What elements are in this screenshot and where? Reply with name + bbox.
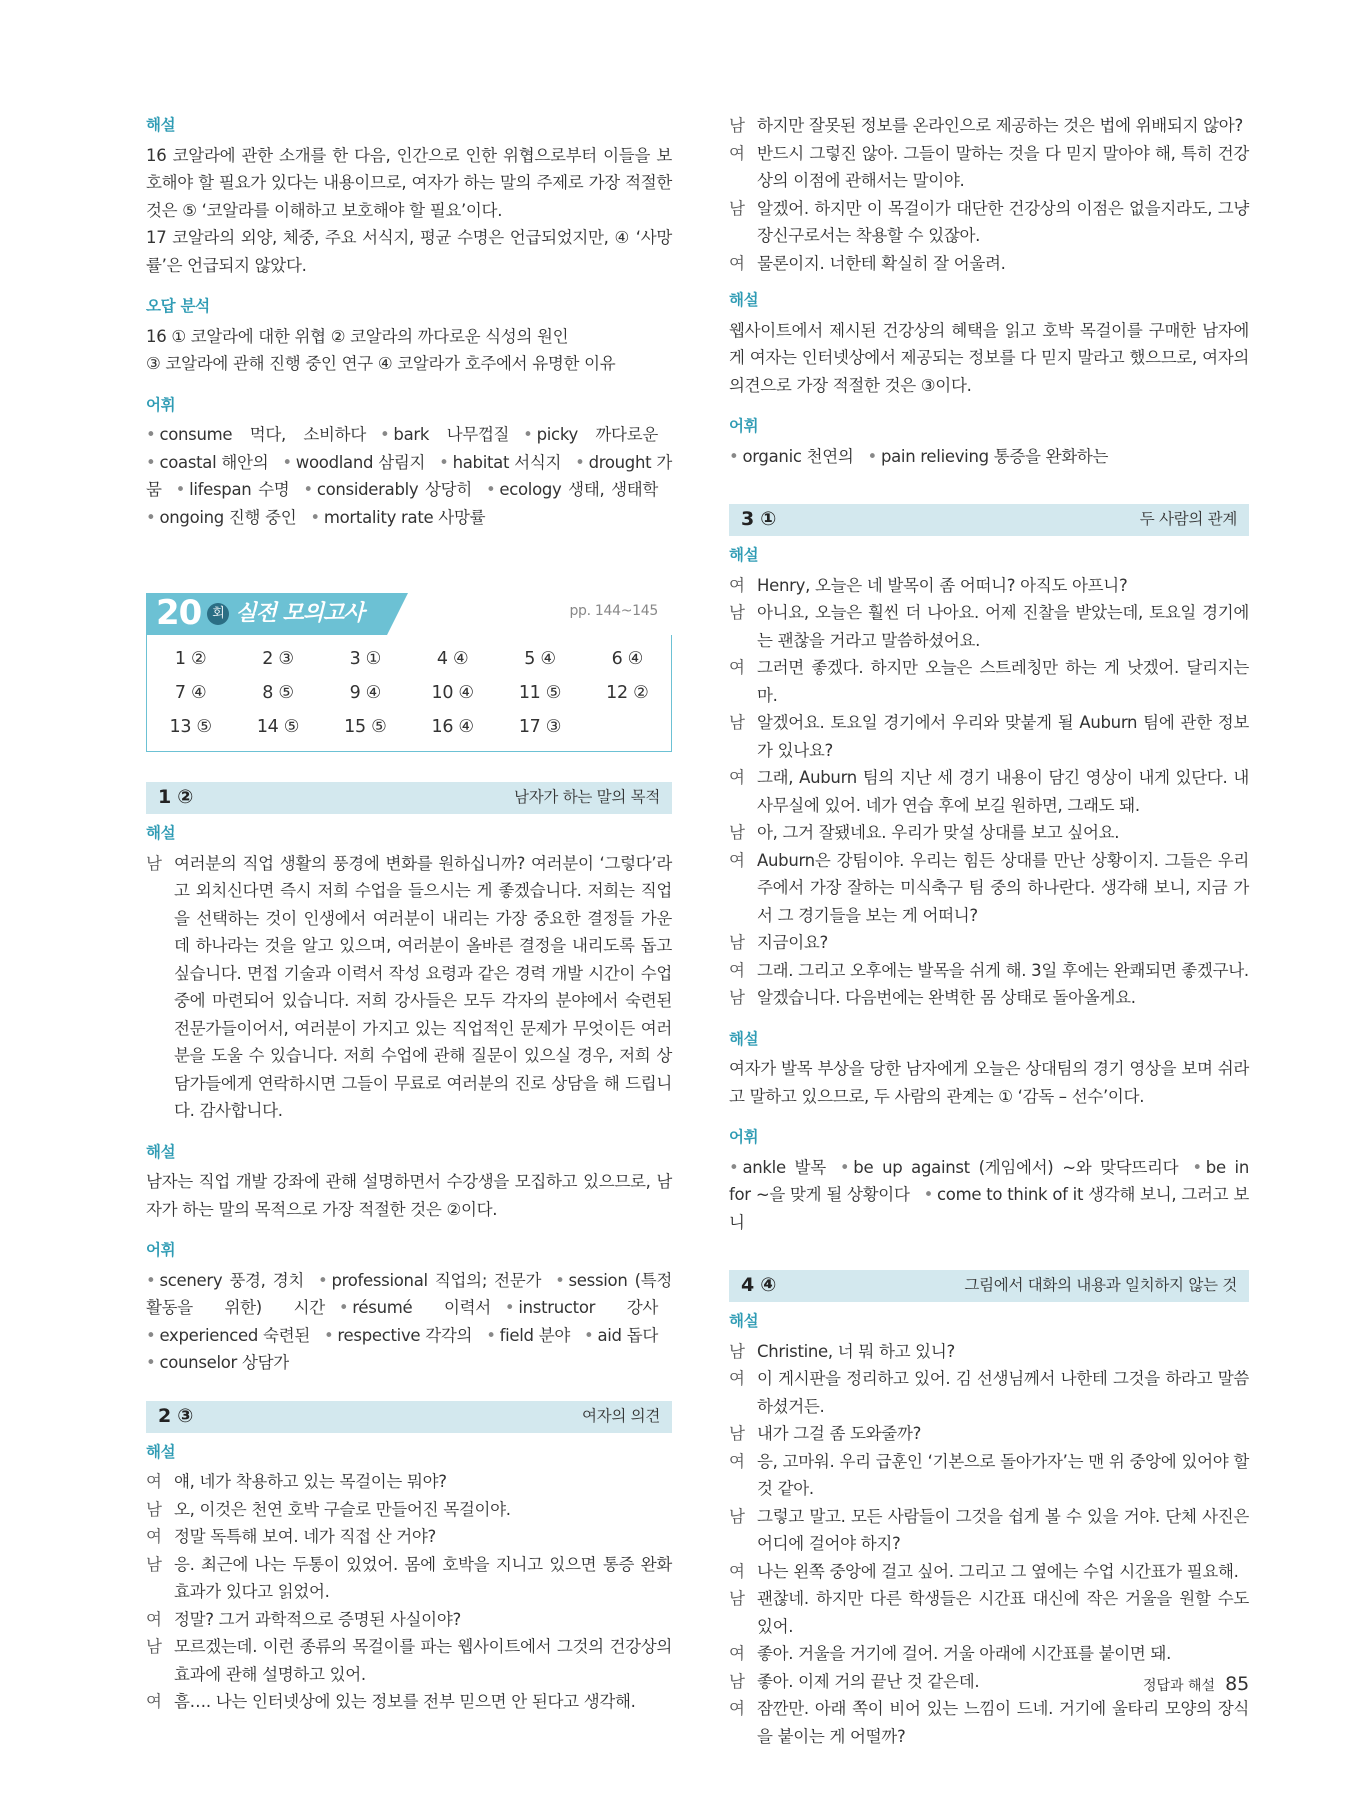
speech-text: 여러분의 직업 생활의 풍경에 변화를 원하십니까? 여러분이 ‘그렇다’라고 외치신다면 즉시 저희 수업을 들으시는 게 좋겠습니다. 저희는 직업을 선택하는 것이 인생에서 여러분이 내리는 가장 중요한 결정들 가운데 하나라는 것을 알고 있으며, 여러분이 올바른 결정을 내리도록 돕고 싶습니다. 면접 기술과 이력서 작성 요령과 같은 경력 개발 시간이 수업 중에 마련되어 있습니다. 저희 강사들은 모두 각자의 분야에서 숙련된 전문가들이어서, 여러분이 가지고 있는 직업적인 문제가 무엇이든 여러분을 도울 수 있습니다. 저희 수업에 관해 질문이 있으실 경우, 저희 상담가들에게 연락하시면 그들이 무료로 여러분의 진로 상담을 해 드립니다. 감사합니다.: [174, 853, 672, 1120]
dialog-line: [729, 599, 1249, 654]
dialog-line: [146, 1606, 672, 1634]
vocab-item: • be in for ~을 맞게 될 상황이다: [729, 1158, 1249, 1205]
line-text: 좋아. 거울을 거기에 걸어. 거울 아래에 시간표를 붙이면 돼.: [757, 1644, 1172, 1663]
section-heading: 오답 분석: [146, 297, 210, 315]
speaker: 남: [729, 1506, 745, 1526]
dialog-line: [729, 819, 1249, 847]
dialog-line: [729, 764, 1249, 819]
dialog-line: [729, 1640, 1249, 1668]
speaker: 남: [729, 823, 745, 842]
vocab-item: • aid 돕다: [584, 1326, 658, 1345]
line-text: 하지만 잘못된 정보를 온라인으로 제공하는 것은 법에 위배되지 않아?: [757, 116, 1243, 135]
line-text: 알겠습니다. 다음번에는 완벽한 몸 상태로 돌아올게요.: [757, 988, 1136, 1007]
vocab-item: • habitat 서식지: [439, 453, 561, 472]
vocab-item: • instructor 강사: [505, 1298, 658, 1317]
speaker: 남: [146, 853, 162, 873]
line-text: 그래, Auburn 팀의 지난 세 경기 내용이 담긴 영상이 내게 있단다. 내 사무실에 있어. 네가 연습 후에 보길 원하면, 그래도 돼.: [757, 768, 1249, 815]
question-type: 그림에서 대화의 내용과 일치하지 않는 것: [964, 1276, 1237, 1295]
answer-item: 5 ④: [524, 649, 556, 669]
section-heading: 해설: [729, 291, 759, 309]
wrong-answer-line: ③ 코알라에 관해 진행 중인 연구 ④ 코알라가 호주에서 유명한 이유: [146, 354, 616, 373]
dialog-line: [146, 1523, 672, 1551]
answer-item: 10 ④: [431, 683, 474, 703]
vocab-item: • coastal 해안의: [146, 453, 268, 472]
line-text: 좋아. 이제 거의 끝난 것 같은데.: [757, 1671, 980, 1691]
test-number: 20: [156, 593, 202, 634]
explanation-16: 16 코알라에 관한 소개를 한 다음, 인간으로 인한 위협으로부터 이들을 보호해야 할 필요가 있다는 내용이므로, 여자가 하는 말의 주제로 가장 적절한 것은 ⑤ ‘코알라를 이해하고 보호해야 할 필요’이다.: [146, 145, 672, 220]
speaker: 남: [729, 1341, 745, 1361]
dialog-line: [146, 1688, 672, 1716]
dialog-line: [146, 1496, 672, 1524]
speaker: 여: [729, 658, 745, 677]
explanation: 웹사이트에서 제시된 건강상의 혜택을 읽고 호박 목걸이를 구매한 남자에게 여자는 인터넷상에서 제공되는 정보를 다 믿지 말라고 했으므로, 여자의 의견으로 가장 적절한 것은 ③이다.: [729, 320, 1249, 395]
speaker: 남: [729, 1671, 745, 1691]
speaker: 남: [729, 603, 745, 622]
line-text: 물론이지. 너한테 확실히 잘 어울려.: [757, 253, 1006, 273]
speaker: 남: [146, 1637, 162, 1656]
line-text: 모르겠는데. 이런 종류의 목걸이를 파는 웹사이트에서 그것의 건강상의 효과에 관해 설명하고 있어.: [174, 1637, 672, 1684]
dialog-line: [729, 654, 1249, 709]
line-text: 오, 이것은 천연 호박 구슬로 만들어진 목걸이야.: [174, 1499, 511, 1519]
speaker: 여: [729, 143, 745, 163]
answer-item: 16 ④: [431, 717, 474, 737]
answer-item: 14 ⑤: [256, 717, 300, 737]
line-text: 잠깐만. 아래 쪽이 비어 있는 느낌이 드네. 거기에 울타리 모양의 장식을 붙이는 게 어떨까?: [757, 1699, 1249, 1746]
line-text: 응, 고마워. 우리 급훈인 ‘기본으로 돌아가자’는 맨 위 중앙에 있어야 할 것 같아.: [757, 1451, 1249, 1498]
vocab-item: • organic 천연의: [729, 447, 854, 466]
question-type: 두 사람의 관계: [1139, 510, 1237, 529]
answer-item: 4 ④: [436, 649, 469, 669]
question-bar: [146, 1401, 672, 1433]
vocab-list: [729, 1154, 1249, 1237]
dialog-line: [729, 709, 1249, 764]
line-text: 반드시 그렇진 않아. 그들이 말하는 것을 다 믿지 말아야 해, 특히 건강상의 이점에 관해서는 말이야.: [757, 143, 1249, 190]
line-text: 내가 그걸 좀 도와줄까?: [757, 1424, 922, 1443]
speaker: 남: [729, 198, 745, 218]
page-footer: [1143, 1673, 1249, 1695]
section-heading: 해설: [146, 1142, 176, 1161]
dialog-line: [729, 1365, 1249, 1420]
line-text: 아니요, 오늘은 훨씬 더 나아요. 어제 진찰을 받았는데, 토요일 경기에는 괜찮을 거라고 말씀하셨어요.: [757, 603, 1249, 650]
line-text: 정말? 그거 과학적으로 증명된 사실이야?: [174, 1609, 461, 1629]
line-text: 지금이요?: [757, 933, 829, 952]
speaker: 남: [729, 1424, 745, 1443]
question-number: 3 ①: [741, 508, 777, 531]
speech-line: [146, 850, 672, 1125]
answer-item: 2 ③: [262, 649, 294, 669]
dialog-line: [729, 195, 1249, 250]
question-number: 2 ③: [158, 1404, 194, 1427]
line-text: 얘, 네가 착용하고 있는 목걸이는 뭐야?: [174, 1472, 447, 1491]
vocab-list: [729, 443, 1249, 471]
page-number: 85: [1225, 1673, 1250, 1695]
dialog-line: [146, 1633, 672, 1688]
speaker: 여: [729, 768, 745, 787]
line-text: 응. 최근에 나는 두통이 있었어. 몸에 호박을 지니고 있으면 통증 완화 효과가 있다고 읽었어.: [174, 1554, 672, 1601]
answer-grid: [146, 635, 672, 752]
dialog-line: [729, 1420, 1249, 1448]
dialog-line: [729, 984, 1249, 1012]
answer-item: 7 ④: [174, 683, 207, 703]
vocab-item: • résumé 이력서: [339, 1298, 491, 1317]
vocab-item: • counselor 상담가: [146, 1353, 289, 1372]
left-column: [146, 112, 672, 1716]
speaker: 여: [729, 1699, 745, 1718]
line-text: 괜찮네. 하지만 다른 학생들은 시간표 대신에 작은 거울을 원할 수도 있어.: [757, 1589, 1249, 1636]
speaker: 남: [729, 988, 745, 1007]
dialog-line: [729, 1338, 1249, 1366]
vocab-item: • ankle 발목: [729, 1158, 826, 1177]
vocab-item: • pain relieving 통증을 완화하는: [868, 447, 1109, 466]
speaker: 여: [729, 1561, 745, 1581]
question-type: 여자의 의견: [582, 1406, 660, 1425]
line-text: 정말 독특해 보여. 네가 직접 산 거야?: [174, 1527, 437, 1546]
explanation: 여자가 발목 부상을 당한 남자에게 오늘은 상대팀의 경기 영상을 보며 쉬라고 말하고 있으므로, 두 사람의 관계는 ① ‘감독 – 선수’이다.: [729, 1059, 1249, 1106]
vocab-list: [146, 421, 672, 531]
test-banner: [146, 593, 364, 635]
speaker: 여: [146, 1609, 162, 1629]
vocab-item: • considerably 상당히: [303, 480, 472, 499]
section-heading: 어휘: [729, 1128, 759, 1146]
speaker: 여: [729, 960, 745, 980]
dialog-line: [729, 572, 1249, 600]
answer-item: 9 ④: [349, 683, 382, 703]
question-number: 1 ②: [158, 786, 194, 809]
vocab-item: • professional 직업의; 전문가: [318, 1271, 541, 1290]
test-name: 실전 모의고사: [235, 601, 364, 627]
question-bar: [729, 1270, 1249, 1302]
vocab-item: • picky 까다로운: [523, 425, 658, 444]
speaker: 여: [146, 1692, 162, 1711]
dialog-line: [729, 847, 1249, 930]
speaker: 여: [729, 575, 745, 595]
vocab-item: • consume 먹다, 소비하다: [146, 425, 366, 444]
speaker: 남: [729, 116, 745, 135]
speaker: 남: [729, 713, 745, 732]
dialog-line: [729, 1695, 1249, 1750]
dialog-line: [729, 1503, 1249, 1558]
section-heading: 해설: [729, 546, 759, 564]
vocab-item: • lifespan 수명: [176, 480, 290, 499]
speaker: 여: [729, 1369, 745, 1388]
vocab-item: • ongoing 진행 중인: [146, 508, 296, 527]
dialog-line: [729, 140, 1249, 195]
speaker: 남: [729, 1589, 745, 1608]
question-number: 4 ④: [741, 1274, 777, 1297]
line-text: Henry, 오늘은 네 발목이 좀 어떠니? 아직도 아프니?: [757, 575, 1128, 595]
answer-item: 1 ②: [174, 649, 207, 669]
dialog-line: [146, 1551, 672, 1606]
vocab-item: • respective 각각의: [324, 1326, 472, 1345]
question-bar: [729, 504, 1249, 536]
line-text: Auburn은 강팀이야. 우리는 힘든 상대를 만난 상황이지. 그들은 우리 주에서 가장 잘하는 미식축구 팀 중의 하나란다. 생각해 보니, 지금 가서 그 경기들을 보는 게 어떠니?: [757, 850, 1249, 925]
vocab-item: • experienced 숙련된: [146, 1326, 310, 1345]
speaker: 여: [729, 253, 745, 273]
vocab-item: • mortality rate 사망률: [310, 508, 485, 527]
dialog-line: [729, 250, 1249, 278]
line-text: 그러면 좋겠다. 하지만 오늘은 스트레칭만 하는 게 낫겠어. 달리지는 마.: [757, 658, 1249, 705]
speaker: 여: [729, 1451, 745, 1471]
answer-item: 12 ②: [606, 683, 649, 703]
answer-key-box: [146, 593, 672, 752]
line-text: 아, 그거 잘됐네요. 우리가 맞설 상대를 보고 싶어요.: [757, 823, 1120, 842]
line-text: 그래. 그리고 오후에는 발목을 쉬게 해. 3일 후에는 완쾌되면 좋겠구나.: [757, 960, 1249, 980]
dialog-line: [729, 1448, 1249, 1503]
answer-item: 6 ④: [611, 649, 644, 669]
line-text: 그렇고 말고. 모든 사람들이 그것을 쉽게 볼 수 있을 거야. 단체 사진은 어디에 걸어야 하지?: [757, 1506, 1249, 1553]
vocab-item: • field 분야: [486, 1326, 570, 1345]
section-heading: 해설: [729, 1312, 759, 1330]
speaker: 여: [729, 1644, 745, 1663]
line-text: 알겠어. 하지만 이 목걸이가 대단한 건강상의 이점은 없을지라도, 그냥 장신구로서는 착용할 수 있잖아.: [757, 198, 1249, 245]
answer-item: 17 ③: [518, 717, 562, 737]
vocab-item: • ecology 생태, 생태학: [486, 480, 658, 499]
vocab-item: • come to think of it 생각해 보니, 그러고 보니: [729, 1185, 1249, 1232]
answer-item: 15 ⑤: [344, 717, 387, 737]
speaker: 남: [729, 933, 745, 952]
line-text: 알겠어요. 토요일 경기에서 우리와 맞붙게 될 Auburn 팀에 관한 정보가 있나요?: [757, 713, 1249, 760]
speaker: 여: [146, 1527, 162, 1546]
dialog-line: [729, 929, 1249, 957]
section-heading: 해설: [729, 1029, 759, 1048]
dialog-line: [729, 957, 1249, 985]
section-heading: 어휘: [729, 417, 759, 435]
vocab-item: • bark 나무껍질: [380, 425, 509, 444]
vocab-item: • drought 가뭄: [146, 453, 672, 500]
section-heading: 해설: [146, 116, 176, 134]
dialog-line: [729, 1558, 1249, 1586]
line-text: 이 게시판을 정리하고 있어. 김 선생님께서 나한테 그것을 하라고 말씀하셨거든.: [757, 1369, 1249, 1416]
explanation-17: 17 코알라의 외양, 체중, 주요 서식지, 평균 수명은 언급되었지만, ④ ‘사망률’은 언급되지 않았다.: [146, 228, 672, 275]
section-heading: 어휘: [146, 395, 176, 414]
answer-item: 11 ⑤: [518, 683, 562, 703]
vocab-item: • session (특정 활동을 위한) 시간: [146, 1271, 672, 1318]
dialog-line: [729, 112, 1249, 140]
vocab-list: [146, 1267, 672, 1377]
section-heading: 해설: [146, 1442, 176, 1461]
answer-item: 3 ①: [349, 649, 382, 669]
line-text: Christine, 너 뭐 하고 있니?: [757, 1341, 955, 1361]
footer-label: 정답과 해설: [1143, 1678, 1216, 1694]
answer-item: 8 ⑤: [262, 683, 294, 703]
page-range: pp. 144~145: [569, 602, 658, 619]
vocab-item: • woodland 삼림지: [282, 453, 425, 472]
question-type: 남자가 하는 말의 목적: [514, 788, 660, 807]
question-bar: [146, 782, 672, 814]
answer-item: 13 ⑤: [169, 717, 212, 737]
line-text: 흠…. 나는 인터넷상에 있는 정보를 전부 믿으면 안 된다고 생각해.: [174, 1692, 636, 1711]
speaker: 남: [146, 1554, 162, 1574]
dialog-line: [146, 1468, 672, 1496]
vocab-item: • be up against (게임에서) ~와 맞닥뜨리다: [840, 1158, 1178, 1177]
speaker: 여: [146, 1472, 162, 1491]
dialog-line: [729, 1585, 1249, 1640]
speaker: 여: [729, 850, 745, 870]
explanation: 남자는 직업 개발 강좌에 관해 설명하면서 수강생을 모집하고 있으므로, 남자가 하는 말의 목적으로 가장 적절한 것은 ②이다.: [146, 1172, 672, 1219]
section-heading: 해설: [146, 824, 176, 842]
wrong-answer-line: 16 ① 코알라에 대한 위협 ② 코알라의 까다로운 식성의 원인: [146, 326, 569, 346]
hoe-badge: 회: [207, 603, 229, 625]
right-column: [729, 112, 1249, 1750]
speaker: 남: [146, 1499, 162, 1519]
line-text: 나는 왼쪽 중앙에 걸고 싶어. 그리고 그 옆에는 수업 시간표가 필요해.: [757, 1561, 1239, 1581]
section-heading: 어휘: [146, 1241, 176, 1259]
vocab-item: • scenery 풍경, 경치: [146, 1271, 304, 1290]
